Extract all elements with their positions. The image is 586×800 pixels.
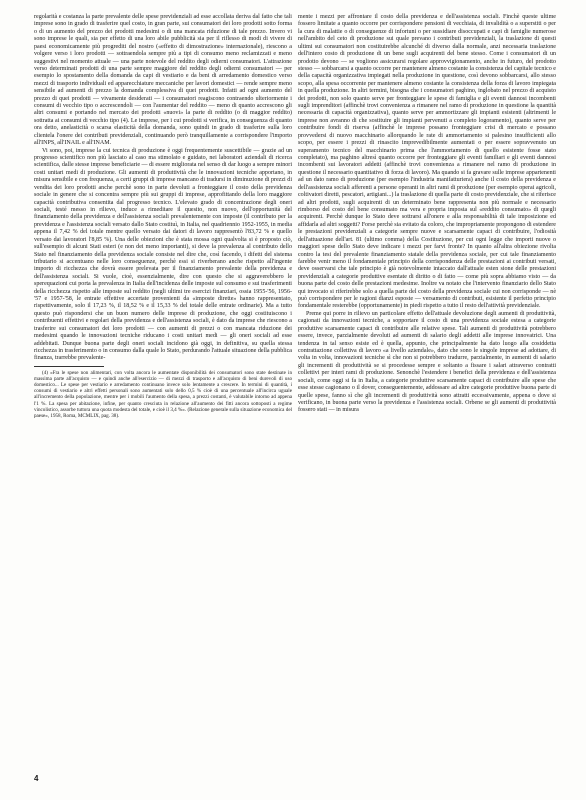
left-column [34, 14, 292, 419]
body-paragraph: mente i mezzi per affrontare il costo della previdenza e dell'assistenza sociali. Finchè queste ultime fossero limitate a quanto occorre per corrispondere pensioni di vecchiaia, di invalidità o a superstiti o per la cura di malattie o di conseguenze di infortuni o per sussidiare disoccupati e capi di famiglie numerose nell'ambito del ceto di produzione sui quale prevano i contributi previdenziali, la traslazione di questi ultimi sui consumatori non costituirebbe alcunché di diverso dalla normale, anzi necessaria traslazione dell'intero costo di produzione di un bene sugli acquirenti del bene stesso. Come i consumatori di un prodotto devono — se vogliono assicurarsi regolare approvvigionamento, anche in futuro, del prodotto stesso — sobbarcarsi a quanto occorre per mantenere almeno costante la consistenza del capitale tecnico e della capacità organizzativa impiegati nella produzione in questione, così devono sobbarcarsi, allo stesso scopo, alla spesa occorrente per mantenere almeno costante la consistenza della forza di lavoro impiegata in quella produzione. In altri termini, bisogna che i consumatori paghino, inglobato nel prezzo di acquisto dei prodotti, non solo quanto serve per fronteggiare le spese di famiglia e gli eventi dannosi incombenti sugli imprenditori (affinchè trovi convenienza a rimanere nel ramo di produzione in questione la quantità necessaria di capacità organizzativa), quanto serve per ammortizzare gli impianti esistenti (altrimenti le imprese non avranno di che sostituire gli impianti pervenuti a completo logoramento), quanto serve per contribuire fondi di riserva (affinchè le imprese possano fronteggiare crisi di mercato e possano provvedersi di nuovo macchinario allorquando le rate di ammortamento si palesino insufficienti allo scopo, per essere i prezzi di rinascito imprevedibilmente aumentati o per essere sopravvenuto un superamento tecnico del macchinario prima che l'ammortamento di quello esistente fosse stato completato), ma paghino altresì quanto occorre per fronteggiare gli eventi familiari e gli eventi dannosi incombenti sui lavoratori addetti (affinchè trovi convenienza a rimanere nel ramo di produzione in questione il necessario quantitativo di forza di lavoro). Ma quando si fa gravare sulle imprese appartenenti ad un dato ramo di produzione (per esempio l'industria manifatturiera) anche il costo della previdenza e dell'assistenza sociali afferenti a persone operanti in altri rami di produzione (per esempio operai agricoli, coltivatori diretti, pescatori, artigiani...) la traslazione di quella parte di costo previdenziale, che si riferisce ad altri prodotti, sugli acquirenti di un determinato bene rappresenta non più normale e necessario rimborso del costo del bene consumato ma vera e propria imposta sul «reddito consumato» di quegli acquirenti. Perchè dunque lo Stato deve sottrarsi all'onere e alla responsabilità di tale imposizione ed affidarla ad altri soggetti? Forse perchè sia evitato da coloro, che impropriamente propongono di estendere le prestazioni previdenziali a categorie sempre nuove e scarsamente capaci di contribuire, l'odiosità dell'attuazione dell'art. 81 (ultimo comma) della Costituzione, per cui ogni legge che importi nuove o maggiori spese dello Stato deve indicare i mezzi per farvi fronte? In quanto all'altra obiezione rivolta contro la tesi del prevalente finanziamento statale della previdenza sociale, per cui tale finanziamento farebbe venir meno il fondamentale principio della corrispondenza delle prestazioni ai contributi versati, deve osservarsi che tale principio è già notevolmente intaccato dall'attuale esten sione delle prestazioni previdenziali a categorie produttive esentate di diritto o di fatto — come più sopra abbiamo visto — da buona parte del costo delle prestazioni medesime. Inoltre va notato che l'intervento finanziario dello Stato qui invocato si riferirebbe solo a quella parte del costo della previdenza sociale cui non corrisponde — nè può corrispondere per le ragioni dianzi esposte — versamento di contributi, esistente il perfetto principio fondamentale resterebbe (opportunamente) in piedi rispetto a tutto il resto dell'attività previdenziale. [298, 14, 556, 310]
right-column [298, 14, 556, 415]
body-paragraph: Preme qui porre in rilievo un particolare effetto dell'attuale devoluzione degli aumenti di produttività, cagionati da innovazioni tecniche, a sopportare il costo di una previdenza sociale estesa a categorie produttive scarsamente capaci di contribuire alle relative spese. Tali aumenti di produttività potrebbero essere, invece, parzialmente devoluti ad aumenti di salario degli addetti alle imprese innovatrici. Una tendenza in tal senso esiste ed è quella, appunto, che principalmente ha dato luogo alla cosiddetta contrattazione collettiva di lavoro «a livello aziendale», dato che sono le singole imprese ad adottare, di volta in volta, innovazioni tecniche sì che non si potrebbero tradurre, parzialmente, in aumenti di salario gli incrementi di produttività se si procedesse sempre e soltanto a fissare i salari attraverso contratti collettivi per interi rami di produzione. Senonchè l'estendere i benefici della previdenza e dell'assistenza sociali, come oggi si fa in Italia, a categorie produttive scarsamente capaci di contribuire alle spese che esse stesse cagionano o il dover, conseguentemente, addossare ad altre categorie produttive buona parte di quelle spese, fanno sì che gli incrementi di produttività sono attratti eccessivamente, appena o dove si verificano, in buona parte verso la previdenza e l'assistenza sociali. Orbene se gli aumenti di produttività fossero stati — in misura [298, 310, 556, 414]
body-paragraph: Vi sono, poi, imprese la cui tecnica di produzione è oggi frequentemente suscettibile — grazie ad un progresso scientifico non più lasciato al caso ma stimolato e guidato, nei laboratori aziendali di ricerca scientifica, dalle stesse imprese beneficiarie — di essere migliorata nel senso di dar luogo a sempre minori costi unitari medi di produzione. Gli aumenti di produttività che le innovazioni tecniche apportano, in misura sensibile e con frequenza, a certi gruppi di imprese mancano di tradursi in diminuzione di prezzi di vendita dei loro prodotti anche perchè sono in parte devoluti a fronteggiare il costo della previdenza sociale in genere che si concentra sempre più sui gruppi di imprese, approfittando della loro maggiore capacità contributiva consentita dal progresso tecnico. L'elevato grado di concentrazione degli oneri sociali, testé messo in rilievo, induce a rimeditare il quesito, non nuovo, dell'opportunità del finanziamento della previdenza e dell'assistenza sociali prevalentemente con imposte (il contributo per la previdenza e l'assistenza sociali versato dallo Stato costituì, in Italia, nel quadriennio 1952-1955, in media appena il 7,42 % del totale mentre quello versato dai datori di lavoro rappresentò l'83,72 % e quello versato dai lavoratori l'8,85 %). Una delle obiezioni che è stata mossa ogni qualvolta si è proposto ciò, sull'esempio di alcuni Stati esteri (e non dei meno importanti), si deve la prevalenza al contributo dello Stato nel finanziamento della previdenza sociale consiste nel dire che, così facendo, i difetti del sistema tributario si accentuano nelle loro conseguenze, perchè essi si riverberano anche rispetto all'ingente importo di ricchezza che dovrà essere prelevata per il finanziamento prevalente della previdenza e dell'assistenza sociali. Si vuole, cioè, essenzialmente, dire con questo che si aggraverebbero le sperequazioni cui porta la prevalenza in Italia dell'incidenza delle imposte sul consumo e sui trasferimenti della ricchezza rispetto alle imposte sul reddito (negli ultimi tre esercizi finanziari, ossia 1955-'56, 1956-'57 e 1957-'58, le entrate effettive accertate provenienti da «imposte dirette» hanno rappresentato, rispettivamente, solo il 17,23 %, il 18,52 % e il 15,33 % del totale delle entrate ordinarie). Ma a tutto questo può rispondersi che un buon numero delle imprese di produzione, che oggi costituiscono i contribuenti effettivi e regolari della previdenza e dell'assistenza sociali, è dato da imprese che riescono a trasferire sui consumatori dei loro prodotti — con aumenti di prezzi o con mancata riduzione dei medesimi quando le innovazioni tecniche riducano i costi unitari medi — gli oneri sociali ad esse addebitati. Dunque buona parte degli oneri sociali incidono già oggi, in definitiva, su quella stessa ricchezza in trasferimento o in consumo dalla quale lo Stato, perdurando l'attuale situazione della pubblica finanza, trarrebbe prevalente- [34, 147, 292, 362]
footnote-divider [34, 366, 104, 367]
page-number: 4 [34, 774, 39, 783]
body-paragraph: regolarità e costanza la parte prevalente delle spese previdenziali ad esse accollata deriva dal fatto che tali imprese sono in grado di trasferire quel costo, in gran parte, sui consumatori dei loro prodotti sotto forma o di un aumento del prezzo dei prodotti medesimi o di una mancata riduzione di tale prezzo. Invero vi sono imprese le quali, sia per effetto di una loro abile pubblicità sia per il riflesso di modi di vivere di paesi economicamente più progrediti del nostro («effetto di dimostrazione» internazionale), riescono a volgere verso i loro prodotti — sottraendola sempre più a tipi di consumo meno reclamizzati e meno suggestivi nel momento attuale — una parte notevole del reddito degli odierni consumatori. L'attrazione verso determinati prodotti di una parte sempre maggiore del reddito degli odierni consumatori — per esempio lo spostamento della domanda da capi di vestiario e da beni di arredamento domestico verso mezzi di trasporto individuali ed apparecchiature meccaniche per lavori domestici — rende sempre meno sensibile ad aumenti di prezzo la domanda complessiva di quei prodotti. Infatti ad ogni aumento del prezzo di quei prodotti — vivamente desiderati — i consumatori reagiscono contraendo ulteriormente i consumi di vecchio tipo o accrescendoli — con l'aumentar del reddito — meno di quanto accrescono gli altri consumi e portando nel mercato dei prodotti «nuovi» la parte di reddito (o di maggior reddito) sottratta ai consumi di vecchio tipo (4). Le imprese, per i cui prodotti si verifica, in conseguenza di quanto ora detto, anelasticità o scarsa elasticità della domanda, sono quindi in grado di trasferire sulla loro clientela l'onere dei contributi previdenziali, continuando però tranquillamente a corrispondere l'importo all'INPS, all'INAIL e all'INAM. [34, 14, 292, 147]
footnote: (4) «Fra le spese non alimentari, con volta ancora le aumentate disponibilità dei consumatori sono state destinate in massima parte all'acquisto — e quindi anche all'esercizio — di mezzi di trasporto e all'acquisto di beni durevoli di uso domestico... Le spese per vestiario e arredamento continuano invece solo lentamente a crescere. In termini di quantità, i consumi di vestiario e altri effetti personali sono aumentati solo dello 0,5 % cioè di una percentuale all'incirca uguale all'incremento della popolazione, mentre per i mobili l'aumento della spesa, a prezzi costanti, è valutabile intorno ad appena l'1 %. La spesa per abitazione, infine, per quanto cresciuta in relazione all'aumento dei fitti ancora sottoposti a regime vincolistico, assorbe tuttora una quota modesta del totale, e cioè il 3,4 %». (Relazione generale sulla situazione economica del paese», 1958, Roma, MCMLIX, pag. 38). [34, 369, 292, 419]
